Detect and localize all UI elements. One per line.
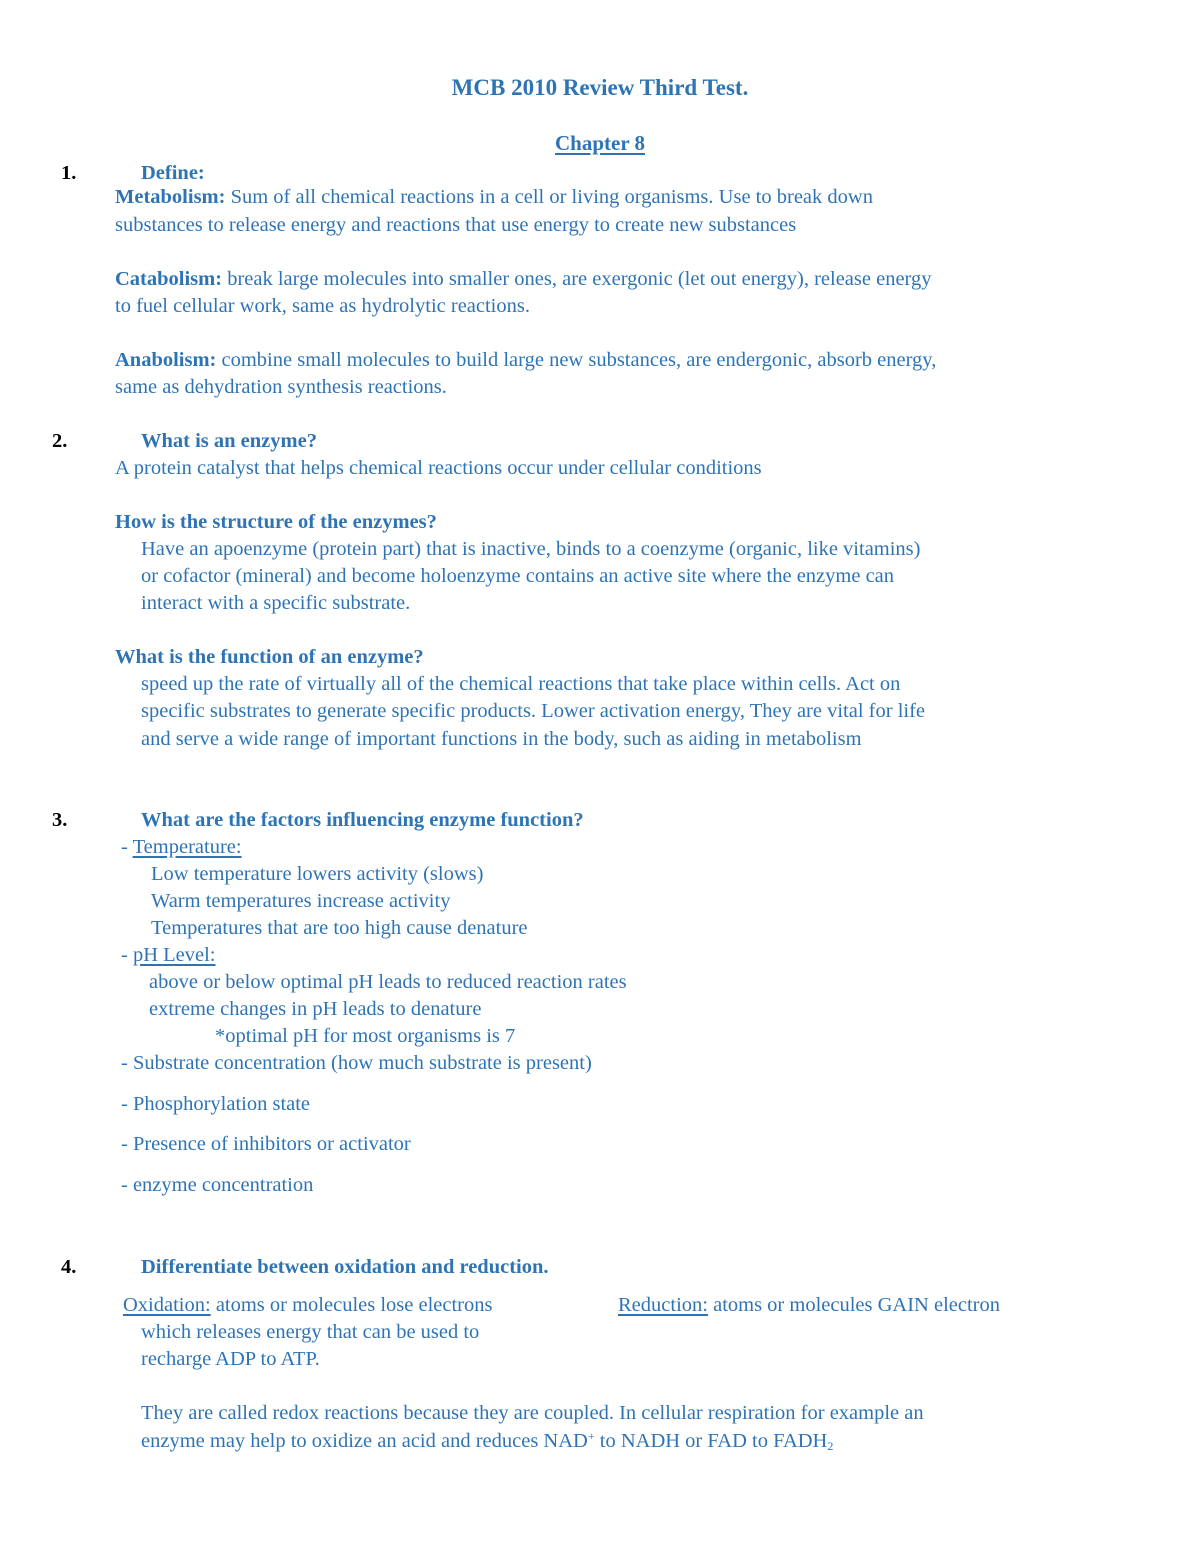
- metabolism-text-1: Sum of all chemical reactions in a cell or living organisms. Use to break down: [230, 186, 873, 208]
- temperature-line-2: Warm temperatures increase activity: [151, 890, 451, 912]
- question-3-heading: What are the factors influencing enzyme function?: [141, 809, 584, 831]
- oxidation-text-2: which releases energy that can be used to: [141, 1321, 480, 1343]
- ph-label: pH Level:: [132, 944, 216, 966]
- function-line-2: specific substrates to generate specific products. Lower activation energy, They are vital for life: [141, 700, 926, 722]
- metabolism-term: Metabolism:: [115, 186, 226, 208]
- temperature-label: Temperature:: [132, 836, 242, 858]
- factor-text: enzyme concentration: [132, 1174, 314, 1196]
- dash-marker: -: [121, 1093, 128, 1115]
- question-4-number: 4.: [61, 1256, 77, 1278]
- anabolism-definition-line-1: [115, 347, 936, 374]
- factor-text: Presence of inhibitors or activator: [132, 1133, 411, 1155]
- dash-marker: -: [121, 944, 128, 966]
- catabolism-text-1: break large molecules into smaller ones, are exergonic (let out energy), release energy: [227, 268, 932, 290]
- dash-marker: -: [121, 1174, 128, 1196]
- metabolism-text-2: substances to release energy and reactions that use energy to create new substances: [115, 214, 797, 236]
- metabolism-definition-line-1: [115, 184, 873, 211]
- redox-text-a: enzyme may help to oxidize an acid and reduces NAD: [141, 1430, 588, 1452]
- temperature-line-3: Temperatures that are too high cause denature: [151, 917, 528, 939]
- function-heading: What is the function of an enzyme?: [115, 646, 424, 668]
- dash-marker: -: [121, 836, 128, 858]
- chapter-heading: [0, 130, 1200, 157]
- enzyme-answer: A protein catalyst that helps chemical reactions occur under cellular conditions: [115, 457, 762, 479]
- structure-line-2: or cofactor (mineral) and become holoenzyme contains an active site where the enzyme can: [141, 565, 895, 587]
- temperature-line-1: Low temperature lowers activity (slows): [151, 863, 484, 885]
- ph-note: *optimal pH for most organisms is 7: [215, 1025, 516, 1047]
- function-line-1: speed up the rate of virtually all of the chemical reactions that take place within cells. Act on: [141, 673, 901, 695]
- question-2-heading: What is an enzyme?: [141, 430, 317, 452]
- temperature-bullet: [121, 834, 242, 861]
- dash-marker: -: [121, 1052, 128, 1074]
- redox-line-2: [141, 1428, 833, 1455]
- document-title: MCB 2010 Review Third Test.: [451, 75, 749, 100]
- question-2-number: 2.: [52, 430, 68, 452]
- oxidation-text-3: recharge ADP to ATP.: [141, 1348, 320, 1370]
- question-3-number: 3.: [52, 809, 68, 831]
- ph-line-2: extreme changes in pH leads to denature: [149, 998, 482, 1020]
- anabolism-term: Anabolism:: [115, 349, 217, 371]
- redox-line-1: They are called redox reactions because they are coupled. In cellular respiration for example an: [141, 1402, 924, 1424]
- chapter-label: Chapter 8: [554, 131, 646, 155]
- structure-heading: How is the structure of the enzymes?: [115, 511, 437, 533]
- redox-text-b: to NADH or FAD to FADH: [599, 1430, 828, 1452]
- ph-line-1: above or below optimal pH leads to reduced reaction rates: [149, 971, 627, 993]
- function-line-3: and serve a wide range of important functions in the body, such as aiding in metabolism: [141, 728, 862, 750]
- factor-text: Substrate concentration (how much substrate is present): [132, 1052, 592, 1074]
- superscript-plus: +: [587, 1429, 595, 1443]
- structure-line-1: Have an apoenzyme (protein part) that is inactive, binds to a coenzyme (organic, like vitamins): [141, 538, 921, 560]
- factor-item: [121, 1091, 310, 1118]
- ph-bullet: [121, 942, 216, 969]
- dash-marker: -: [121, 1133, 128, 1155]
- question-1-heading: Define:: [141, 162, 205, 184]
- catabolism-text-2: to fuel cellular work, same as hydrolytic reactions.: [115, 295, 530, 317]
- factor-text: Phosphorylation state: [132, 1093, 311, 1115]
- reduction-text: atoms or molecules GAIN electron: [713, 1294, 1001, 1316]
- structure-line-3: interact with a specific substrate.: [141, 592, 411, 614]
- reduction-label: Reduction:: [618, 1294, 708, 1316]
- anabolism-text-2: same as dehydration synthesis reactions.: [115, 376, 447, 398]
- factor-item: [121, 1050, 592, 1077]
- anabolism-text-1: combine small molecules to build large new substances, are endergonic, absorb energy,: [221, 349, 937, 371]
- question-4-heading: Differentiate between oxidation and reduction.: [141, 1256, 549, 1278]
- oxidation-label: Oxidation:: [123, 1294, 211, 1316]
- reduction-line: [618, 1292, 1000, 1319]
- factor-item: [121, 1131, 411, 1158]
- catabolism-definition-line-1: [115, 266, 932, 293]
- catabolism-term: Catabolism:: [115, 268, 223, 290]
- question-1-number: 1.: [61, 162, 77, 184]
- subscript-two: 2: [827, 1439, 834, 1453]
- oxidation-line-1: [123, 1292, 492, 1319]
- oxidation-text-1: atoms or molecules lose electrons: [215, 1294, 493, 1316]
- factor-item: [121, 1172, 313, 1199]
